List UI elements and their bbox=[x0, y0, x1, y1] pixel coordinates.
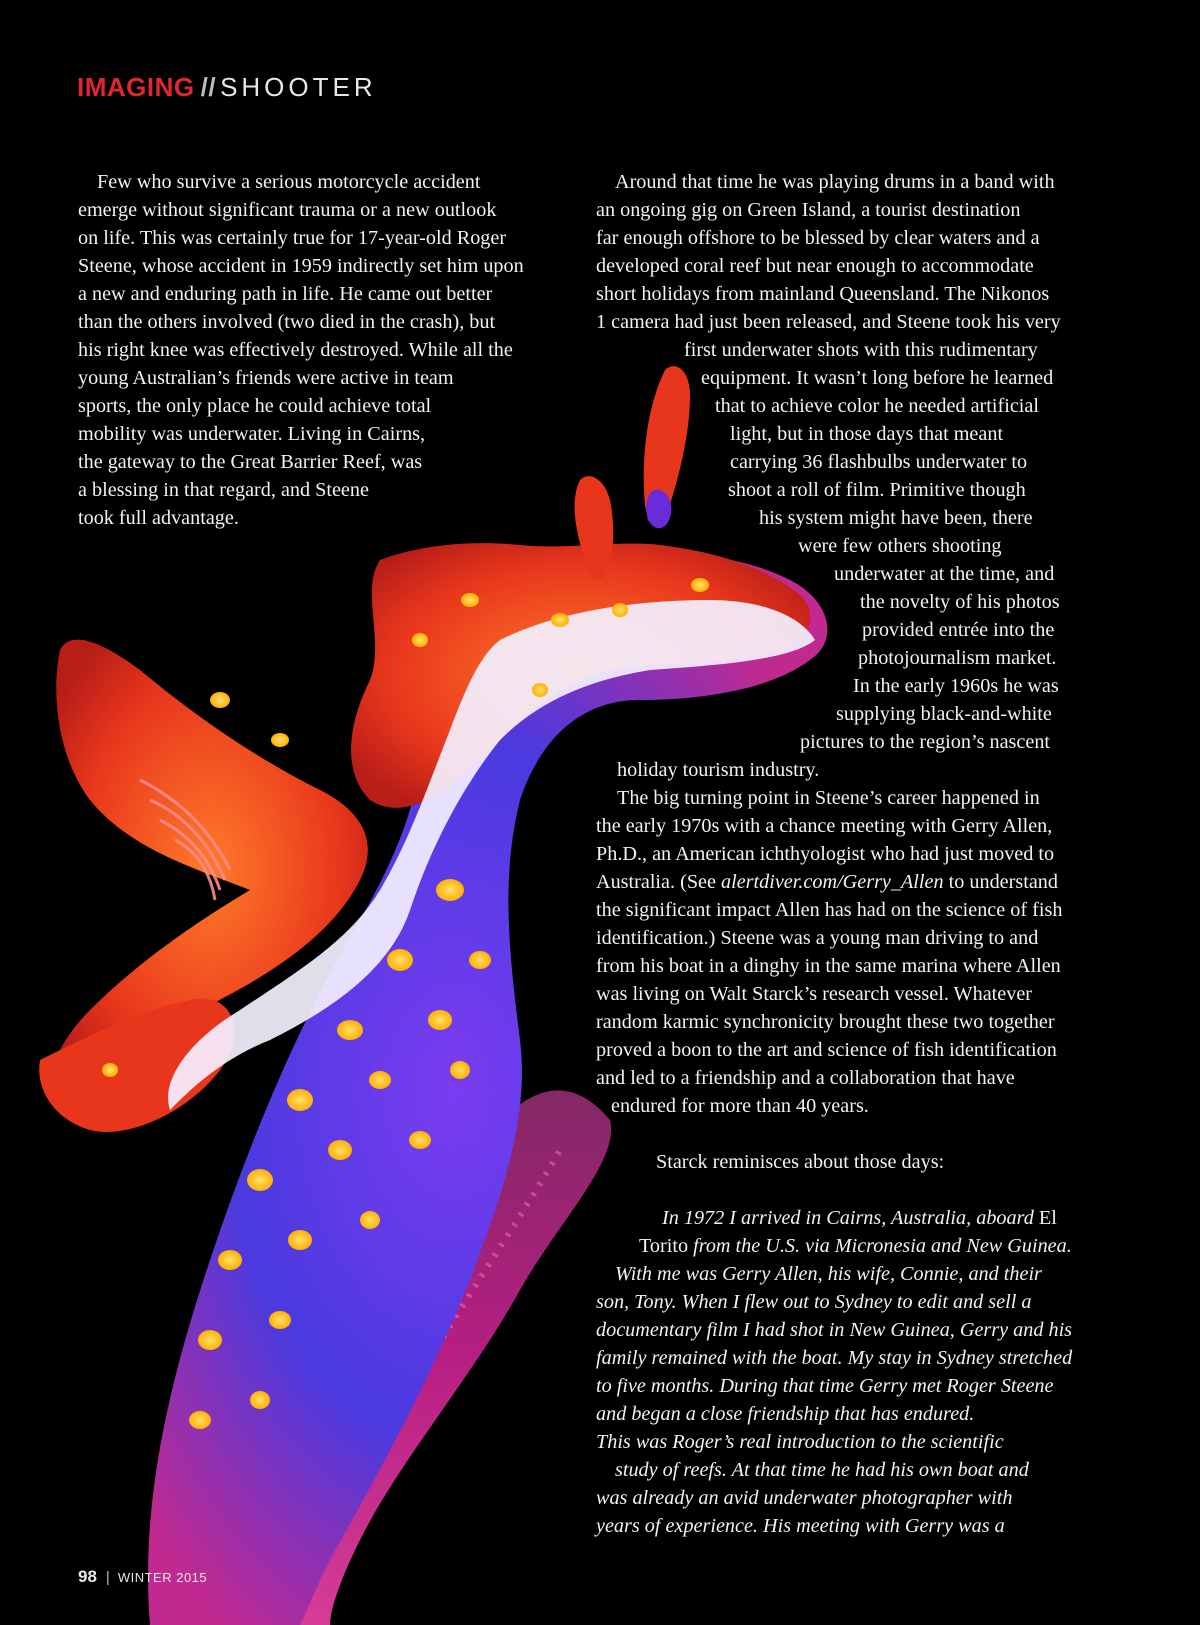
page-footer bbox=[78, 1567, 207, 1587]
page-number: 98 bbox=[78, 1567, 97, 1586]
section-header bbox=[77, 72, 377, 103]
body-line: a blessing in that regard, and Steene bbox=[78, 479, 369, 501]
body-line: In the early 1960s he was bbox=[853, 675, 1059, 697]
body-line: Steene, whose accident in 1959 indirectly set him upon bbox=[78, 255, 524, 277]
quote-line: and began a close friendship that has endured. bbox=[596, 1403, 975, 1425]
body-line: holiday tourism industry. bbox=[617, 759, 820, 781]
quote-line bbox=[662, 1204, 1057, 1232]
body-line: equipment. It wasn’t long before he learned bbox=[701, 367, 1054, 389]
body-line: Ph.D., an American ichthyologist who had just moved to bbox=[596, 843, 1055, 865]
header-separator: // bbox=[200, 72, 217, 102]
body-line: and led to a friendship and a collaboration that have bbox=[596, 1067, 1015, 1089]
body-line: his system might have been, there bbox=[759, 507, 1033, 529]
issue-label: WINTER 2015 bbox=[117, 1570, 208, 1585]
quote-intro: Starck reminisces about those days: bbox=[656, 1151, 945, 1173]
quote-line: to five months. During that time Gerry met Roger Steene bbox=[596, 1375, 1054, 1397]
quote-line: was already an avid underwater photographer with bbox=[596, 1487, 1013, 1509]
body-line: was living on Walt Starck’s research vessel. Whatever bbox=[596, 983, 1033, 1005]
body-line: developed coral reef but near enough to accommodate bbox=[596, 255, 1034, 277]
body-line: underwater at the time, and bbox=[834, 563, 1055, 585]
body-line bbox=[596, 868, 1058, 896]
quote-line: family remained with the boat. My stay in Sydney stretched bbox=[596, 1347, 1073, 1369]
body-text: Australia. (See bbox=[596, 871, 722, 893]
link-text: alertdiver.com/Gerry_Allen bbox=[721, 871, 944, 893]
quote-line bbox=[639, 1232, 1072, 1260]
body-line: that to achieve color he needed artificial bbox=[715, 395, 1039, 417]
body-line: were few others shooting bbox=[798, 535, 1002, 557]
body-line: pictures to the region’s nascent bbox=[800, 731, 1051, 753]
body-line: took full advantage. bbox=[78, 507, 239, 529]
body-line: mobility was underwater. Living in Cairns, bbox=[78, 423, 426, 445]
department-label: SHOOTER bbox=[220, 72, 377, 102]
footer-divider: | bbox=[105, 1569, 110, 1586]
body-line: than the others involved (two died in the crash), but bbox=[78, 311, 496, 333]
body-line: young Australian’s friends were active in team bbox=[78, 367, 454, 389]
body-line: short holidays from mainland Queensland. The Nikonos bbox=[596, 283, 1050, 305]
quote-line: With me was Gerry Allen, his wife, Connie, and their bbox=[615, 1263, 1042, 1285]
body-line: on life. This was certainly true for 17-year-old Roger bbox=[78, 227, 507, 249]
body-text: to understand bbox=[943, 871, 1058, 893]
body-line: emerge without significant trauma or a new outlook bbox=[78, 199, 497, 221]
quote-line: years of experience. His meeting with Gerry was a bbox=[596, 1515, 1005, 1537]
body-line: proved a boon to the art and science of fish identification bbox=[596, 1039, 1057, 1061]
body-line: first underwater shots with this rudimentary bbox=[684, 339, 1038, 361]
body-line: provided entrée into the bbox=[862, 619, 1055, 641]
body-line: a new and enduring path in life. He came out better bbox=[78, 283, 493, 305]
section-label: IMAGING bbox=[77, 72, 195, 102]
boat-name: Torito bbox=[639, 1235, 689, 1257]
quote-line: study of reefs. At that time he had his own boat and bbox=[615, 1459, 1029, 1481]
body-column-left bbox=[78, 168, 558, 532]
body-line: light, but in those days that meant bbox=[730, 423, 1004, 445]
body-line: the gateway to the Great Barrier Reef, was bbox=[78, 451, 423, 473]
boat-name: El bbox=[1038, 1207, 1057, 1229]
body-line: photojournalism market. bbox=[858, 647, 1057, 669]
body-line: Around that time he was playing drums in a band with bbox=[615, 171, 1055, 193]
quote-line: This was Roger’s real introduction to the scientific bbox=[596, 1431, 1004, 1453]
body-line: sports, the only place he could achieve total bbox=[78, 395, 432, 417]
body-line: from his boat in a dinghy in the same marina where Allen bbox=[596, 955, 1061, 977]
body-line: random karmic synchronicity brought these two together bbox=[596, 1011, 1055, 1033]
body-line: The big turning point in Steene’s career happened in bbox=[617, 787, 1040, 809]
quote-text: In 1972 I arrived in Cairns, Australia, aboard bbox=[662, 1207, 1039, 1229]
body-line: shoot a roll of film. Primitive though bbox=[728, 479, 1026, 501]
body-line: endured for more than 40 years. bbox=[611, 1095, 869, 1117]
body-line: Few who survive a serious motorcycle accident bbox=[97, 171, 481, 193]
quote-text: from the U.S. via Micronesia and New Guinea. bbox=[688, 1235, 1072, 1257]
body-line: the significant impact Allen has had on the science of fish bbox=[596, 899, 1063, 921]
body-line: 1 camera had just been released, and Steene took his very bbox=[596, 311, 1061, 333]
body-line: the early 1970s with a chance meeting with Gerry Allen, bbox=[596, 815, 1053, 837]
body-line: his right knee was effectively destroyed. While all the bbox=[78, 339, 513, 361]
quote-line: documentary film I had shot in New Guinea, Gerry and his bbox=[596, 1319, 1073, 1341]
body-line: supplying black-and-white bbox=[836, 703, 1052, 725]
body-line: far enough offshore to be blessed by clear waters and a bbox=[596, 227, 1040, 249]
body-line: the novelty of his photos bbox=[860, 591, 1060, 613]
body-line: an ongoing gig on Green Island, a tourist destination bbox=[596, 199, 1021, 221]
quote-line: son, Tony. When I flew out to Sydney to edit and sell a bbox=[596, 1291, 1032, 1313]
body-line: identification.) Steene was a young man driving to and bbox=[596, 927, 1039, 949]
body-line: carrying 36 flashbulbs underwater to bbox=[730, 451, 1028, 473]
